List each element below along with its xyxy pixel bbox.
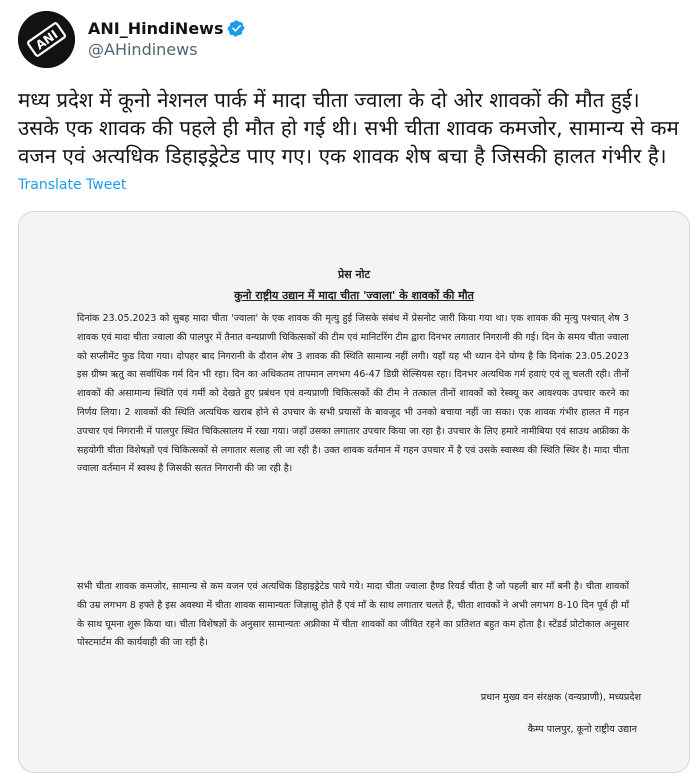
avatar[interactable] — [18, 11, 75, 68]
tweet-text-line: मध्य प्रदेश में कूनो नेशनल पार्क में मादा चीता ज्वाला के दो ओर शावकों की मौत हुई। — [18, 88, 640, 112]
ani-logo-text: ANI — [33, 27, 61, 53]
tweet-text-line: उसके एक शावक की पहले ही मौत हो गई थी। सभी चीता शावक कमजोर, सामान्य से कम — [18, 116, 679, 140]
tweet-media-image[interactable] — [18, 211, 690, 773]
user-handle[interactable]: @AHindinews — [88, 40, 198, 59]
ani-logo-icon — [18, 11, 75, 68]
press-note-title: कुनो राष्ट्रीय उद्यान में मादा चीता 'ज्वाला' के शावकों की मौत — [234, 289, 474, 302]
press-note-paragraph-2: सभी चीता शावक कमजोर, सामान्य से कम वजन एवं अत्यधिक डिहाइड्रेटेड पाये गये। मादा चीता ज्वाला हैण्ड रियर्ड चीता है जो पहली बार माँ बनी है। चीता शावकों की उम्र लगभग 8 हफ्ते है इस अवस्था में चीता शावक सामान्यतः जिज्ञासु होते हैं एवं माँ के साथ लगातार चलते हैं, चीता शावकों ने अभी लगभग 8-10 दिन पूर्व ही माँ के साथ घूमना शुरू किया था। चीता विशेषज्ञों के अनुसार सामान्यतः अफ्रीका में चीता शावकों का जीवित रहने का प्रतिशत बहुत कम होता है। स्टेंडर्ड प्रोटोकाल अनुसार पोस्टमार्टम की कार्यवाही की जा रही है। — [77, 581, 629, 649]
press-note-title-wrap — [19, 284, 689, 303]
press-note-paragraph-1: दिनांक 23.05.2023 को सुबह मादा चीता 'ज्वाला' के एक शावक की मृत्यु हुई जिसके संबंध में प्रेसनोट जारी किया गया था। एक शावक की मृत्यु पश्चात् शेष 3 शावक एवं मादा चीता ज्वाला की पालपुर में तैनात वन्यप्राणी चिकित्सकों की टीम एवं मानिटरिंग टीम द्वारा दिनभर लगातार निगरानी की गई। दिन के समय चीता ज्वाला को सप्लीमेंट फुड दिया गया। दोपहर बाद निगरानी के दौरान शेष 3 शावक की स्थिति सामान्य नहीं लगी। यहाँ यह भी ध्यान देने योग्य है कि दिनांक 23.05.2023 इस ग्रीष्म ऋतु का सर्वाधिक गर्म दिन भी रहा। दिन का अधिकतम तापमान लगभग 46-47 डिग्री सेल्सियस रहा। दिनभर अत्यधिक गर्म हवाएं एवं लू चलती रही। तीनों शावकों की असामान्य स्थिति एवं गर्मी को देखते हुए प्रबंधन एवं वन्यप्राणी चिकित्सकों की टीम ने तत्काल तीनों शावकों को रेस्क्यू कर आवश्यक उपचार करने का निर्णय लिया। 2 शावकों की स्थिति अत्यधिक खराब होने से उपचार के सभी प्रयासों के बावजूद भी उनको बचाया नहीं जा सका। एक शावक गंभीर हालत में गहन उपचार एवं निगरानी में पालपुर स्थित चिकित्सालय में रखा गया। जहाँ उसका लगातार उपचार किया जा रहा है। उपचार के लिए हमारे नामीबिया एवं साउथ अफ्रीका के सहयोगी चीता विशेषज्ञों एवं चिकित्सकों से लगातार सलाह ली जा रही है। उक्त शावक वर्तमान में गहन उपचार में है एवं उसके स्वास्थ्य की स्थिति स्थिर है। मादा चीता ज्वाला वर्तमान में स्वस्थ है जिसकी सतत निगरानी की जा रही है। — [77, 313, 629, 475]
press-note-signature-place: कैम्प पालपुर, कूनो राष्ट्रीय उद्यान — [527, 724, 637, 735]
press-note-label: प्रेस नोट — [337, 268, 371, 281]
display-name[interactable]: ANI_HindiNews — [88, 18, 224, 38]
user-name-row — [88, 16, 246, 40]
verified-badge-icon — [227, 19, 246, 38]
tweet-text — [18, 86, 688, 170]
press-note-document — [19, 212, 689, 772]
translate-tweet-link[interactable]: Translate Tweet — [18, 177, 127, 193]
press-note-signature-title: प्रधान मुख्य वन संरक्षक (वन्यप्राणी), मध्यप्रदेश — [480, 692, 641, 703]
tweet-text-line: वजन एवं अत्यधिक डिहाइड्रेटेड पाए गए। एक शावक शेष बचा है जिसकी हालत गंभीर है। — [18, 144, 667, 168]
